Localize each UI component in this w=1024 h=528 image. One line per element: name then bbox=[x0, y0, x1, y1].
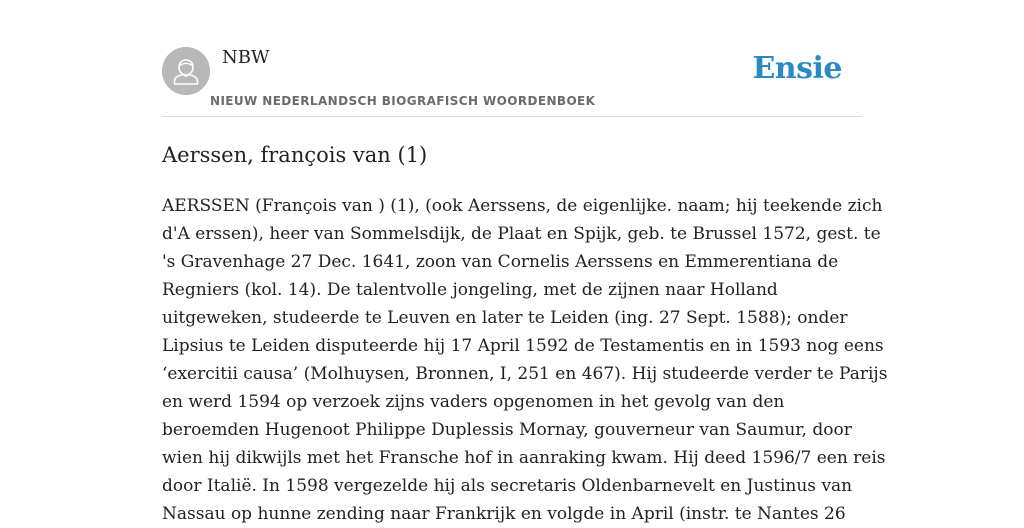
body-line: door Italië. In 1598 vergezelde hij als secretaris Oldenbarnevelt en Justinus van bbox=[162, 476, 853, 496]
article-body bbox=[162, 192, 888, 528]
user-icon bbox=[162, 47, 210, 95]
body-line: en werd 1594 op verzoek zijns vaders opgenomen in het gevolg van den bbox=[162, 392, 785, 412]
body-line: AERSSEN (François van ) (1), (ook Aerssens, de eigenlijke. naam; hij teekende zich bbox=[162, 196, 883, 216]
author-avatar[interactable] bbox=[162, 47, 210, 95]
article-page bbox=[162, 0, 888, 524]
source-name[interactable]: NIEUW NEDERLANDSCH BIOGRAFISCH WOORDENBOEK bbox=[210, 94, 596, 108]
body-line: beroemden Hugenoot Philippe Duplessis Mornay, gouverneur van Saumur, door bbox=[162, 420, 852, 440]
body-line: ‘exercitii causa’ (Molhuysen, Bronnen, I, 251 en 467). Hij studeerde verder te Parijs bbox=[162, 364, 888, 384]
body-line: Regniers (kol. 14). De talentvolle jongeling, met de zijnen naar Holland bbox=[162, 280, 778, 300]
body-line: wien hij dikwijls met het Fransche hof in aanraking kwam. Hij deed 1596/7 een reis bbox=[162, 448, 886, 468]
body-line: Nassau op hunne zending naar Frankrijk en volgde in April (instr. te Nantes 26 bbox=[162, 504, 846, 524]
body-line: d'A erssen), heer van Sommelsdijk, de Plaat en Spijk, geb. te Brussel 1572, gest. te bbox=[162, 224, 881, 244]
author-name[interactable]: NBW bbox=[222, 47, 270, 68]
body-line: 's Gravenhage 27 Dec. 1641, zoon van Cornelis Aerssens en Emmerentiana de bbox=[162, 252, 839, 272]
ensie-logo[interactable]: Ensie bbox=[752, 51, 842, 86]
body-line: Lipsius te Leiden disputeerde hij 17 April 1592 de Testamentis en in 1593 nog eens bbox=[162, 336, 884, 356]
body-line: uitgeweken, studeerde te Leuven en later te Leiden (ing. 27 Sept. 1588); onder bbox=[162, 308, 848, 328]
article-title: Aerssen, françois van (1) bbox=[162, 143, 428, 167]
article-header bbox=[162, 0, 862, 117]
